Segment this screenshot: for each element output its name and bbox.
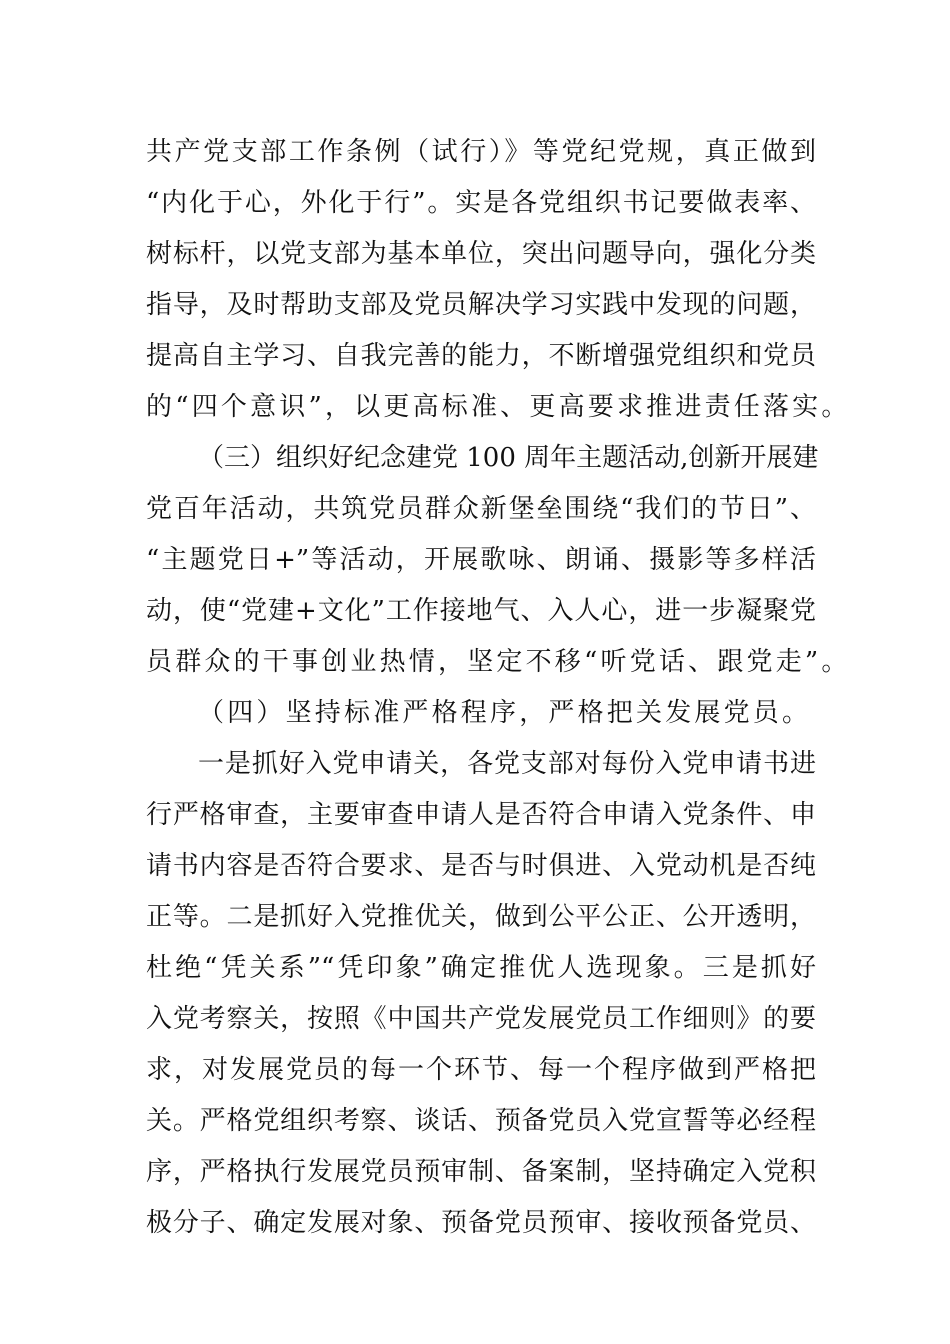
text-line: 提高自主学习、自我完善的能力，不断增强党组织和党员 [146, 341, 816, 371]
text-line: 树标杆，以党支部为基本单位，突出问题导向，强化分类 [146, 239, 816, 269]
text-line: 动，使“党建+文化”工作接地气、入人心，进一步凝聚党 [146, 596, 816, 626]
text-line: 指导，及时帮助支部及党员解决学习实践中发现的问题， [146, 290, 816, 320]
text-line: 党百年活动，共筑党员群众新堡垒围绕“我们的节日”、 [146, 494, 816, 524]
text-line: 的“四个意识”，以更高标准、更高要求推进责任落实。 [146, 392, 851, 422]
text-line: 序，严格执行发展党员预审制、备案制，坚持确定入党积 [146, 1157, 816, 1187]
text-line: 共产党支部工作条例（试行）》等党纪党规，真正做到 [146, 137, 816, 167]
text-line: 行严格审查，主要审查申请人是否符合申请入党条件、申 [146, 800, 816, 830]
text-line: 杜绝“凭关系”“凭印象”确定推优人选现象。三是抓好 [146, 953, 816, 983]
text-line: （四）坚持标准严格程序，严格把关发展党员。 [198, 698, 812, 728]
text-line: 入党考察关，按照《中国共产党发展党员工作细则》的要 [146, 1004, 816, 1034]
text-line: 求，对发展党员的每一个环节、每一个程序做到严格把 [146, 1055, 816, 1085]
text-line: “内化于心，外化于行”。实是各党组织书记要做表率、 [146, 188, 816, 218]
text-line: 关。严格党组织考察、谈话、预备党员入党宣誓等必经程 [146, 1106, 816, 1136]
text-line: 请书内容是否符合要求、是否与时俱进、入党动机是否纯 [146, 851, 816, 881]
text-line: 极分子、确定发展对象、预备党员预审、接收预备党员、 [146, 1208, 816, 1238]
text-line: 一是抓好入党申请关，各党支部对每份入党申请书进 [198, 749, 816, 779]
text-line: （三）组织好纪念建党 100 周年主题活动,创新开展建 [198, 443, 819, 473]
text-line: 正等。二是抓好入党推优关，做到公平公正、公开透明， [146, 902, 816, 932]
text-line: 员群众的干事创业热情，坚定不移“听党话、跟党走”。 [146, 647, 851, 677]
text-line: “主题党日+”等活动，开展歌咏、朗诵、摄影等多样活 [146, 545, 816, 575]
